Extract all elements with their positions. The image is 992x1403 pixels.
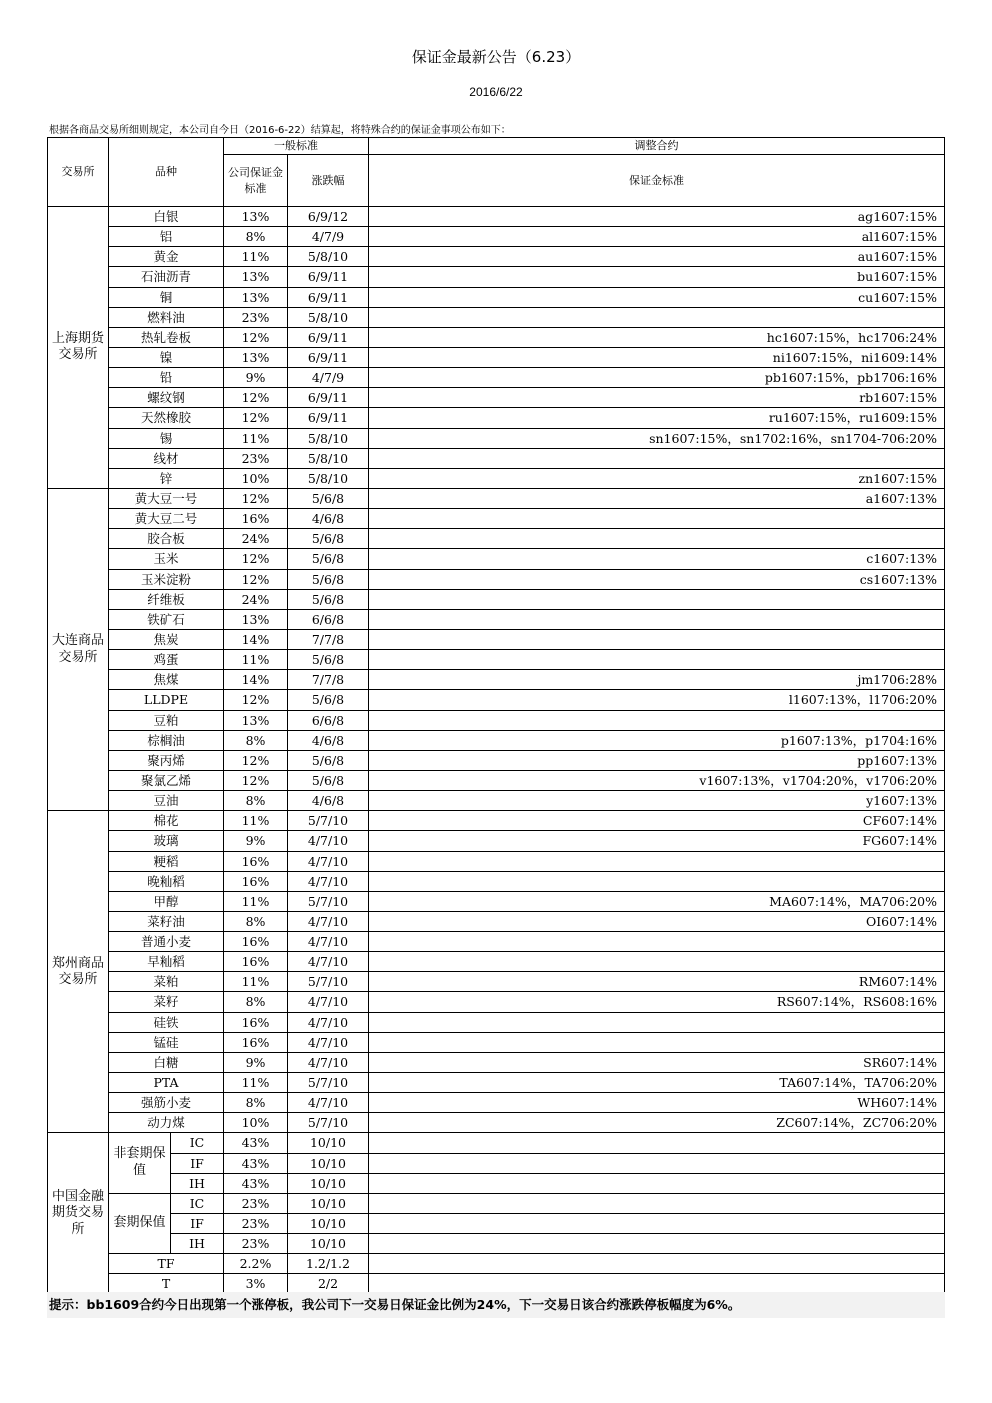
table-row	[48, 831, 945, 851]
limit-cell: 4/7/10	[288, 992, 369, 1012]
variety-cell: LLDPE	[109, 690, 224, 710]
variety-cell: 锰硅	[109, 1032, 224, 1052]
limit-cell: 5/6/8	[288, 569, 369, 589]
margin-cell: 12%	[224, 569, 288, 589]
table-row	[48, 811, 945, 831]
limit-cell: 6/9/11	[288, 408, 369, 428]
adjust-cell	[369, 509, 945, 529]
adjust-cell: al1607:15%	[369, 227, 945, 247]
adjust-cell: c1607:13%	[369, 549, 945, 569]
table-row	[48, 791, 945, 811]
margin-cell: 12%	[224, 408, 288, 428]
table-row	[48, 488, 945, 508]
table-row	[48, 1012, 945, 1032]
table-row	[48, 529, 945, 549]
margin-cell: 11%	[224, 247, 288, 267]
adjust-cell: TA607:14%，TA706:20%	[369, 1073, 945, 1093]
exchange-name: 上海期货交易所	[48, 207, 109, 489]
variety-cell: 早籼稻	[109, 952, 224, 972]
variety-cell: 棉花	[109, 811, 224, 831]
adjust-cell	[369, 1012, 945, 1032]
variety-cell: 菜籽油	[109, 911, 224, 931]
variety-cell: 棕榈油	[109, 730, 224, 750]
table-row	[48, 1073, 945, 1093]
margin-cell: 23%	[224, 1214, 288, 1234]
variety-cell: 白糖	[109, 1052, 224, 1072]
table-row	[48, 710, 945, 730]
adjust-cell	[369, 1133, 945, 1153]
adjust-cell: ag1607:15%	[369, 207, 945, 227]
table-row	[48, 428, 945, 448]
table-row	[48, 1153, 945, 1173]
variety-cell: IH	[171, 1173, 224, 1193]
margin-cell: 12%	[224, 327, 288, 347]
table-row	[48, 307, 945, 327]
limit-cell: 5/6/8	[288, 650, 369, 670]
table-row	[48, 1032, 945, 1052]
adjust-cell: WH607:14%	[369, 1093, 945, 1113]
exchange-name: 中国金融期货交易所	[48, 1133, 109, 1294]
adjust-cell	[369, 1254, 945, 1274]
variety-cell: 硅铁	[109, 1012, 224, 1032]
limit-cell: 5/8/10	[288, 307, 369, 327]
adjust-cell	[369, 1234, 945, 1254]
margin-cell: 9%	[224, 831, 288, 851]
variety-cell: PTA	[109, 1073, 224, 1093]
limit-cell: 5/6/8	[288, 488, 369, 508]
table-row	[48, 1214, 945, 1234]
margin-cell: 11%	[224, 891, 288, 911]
limit-cell: 4/7/10	[288, 932, 369, 952]
variety-cell: 镍	[109, 347, 224, 367]
variety-cell: 燃料油	[109, 307, 224, 327]
margin-cell: 12%	[224, 690, 288, 710]
table-row	[48, 992, 945, 1012]
limit-cell: 5/7/10	[288, 1113, 369, 1133]
margin-cell: 13%	[224, 609, 288, 629]
hedge-type-cell: 非套期保值	[109, 1133, 171, 1193]
limit-cell: 5/8/10	[288, 247, 369, 267]
header-variety: 品种	[109, 138, 224, 207]
limit-cell: 4/6/8	[288, 730, 369, 750]
limit-cell: 5/6/8	[288, 690, 369, 710]
table-row	[48, 1254, 945, 1274]
margin-cell: 16%	[224, 871, 288, 891]
header-limit: 涨跌幅	[288, 155, 369, 207]
margin-cell: 23%	[224, 448, 288, 468]
variety-cell: 白银	[109, 207, 224, 227]
variety-cell: 鸡蛋	[109, 650, 224, 670]
adjust-cell	[369, 871, 945, 891]
table-row	[48, 368, 945, 388]
table-row	[48, 730, 945, 750]
table-row	[48, 287, 945, 307]
variety-cell: 普通小麦	[109, 932, 224, 952]
adjust-cell: ni1607:15%，ni1609:14%	[369, 347, 945, 367]
table-row	[48, 347, 945, 367]
limit-cell: 6/9/11	[288, 287, 369, 307]
variety-cell: T	[109, 1274, 224, 1294]
margin-cell: 12%	[224, 750, 288, 770]
adjust-cell	[369, 952, 945, 972]
margin-cell: 13%	[224, 267, 288, 287]
margin-cell: 13%	[224, 287, 288, 307]
margin-cell: 11%	[224, 650, 288, 670]
adjust-cell: SR607:14%	[369, 1052, 945, 1072]
variety-cell: 聚氯乙烯	[109, 770, 224, 790]
adjust-cell	[369, 851, 945, 871]
limit-cell: 10/10	[288, 1193, 369, 1213]
limit-cell: 6/9/12	[288, 207, 369, 227]
variety-cell: 铁矿石	[109, 609, 224, 629]
adjust-cell	[369, 710, 945, 730]
margin-cell: 24%	[224, 589, 288, 609]
limit-cell: 4/6/8	[288, 509, 369, 529]
variety-cell: 黄金	[109, 247, 224, 267]
publish-date: 2016/6/22	[469, 85, 523, 99]
variety-cell: 动力煤	[109, 1113, 224, 1133]
adjust-cell: CF607:14%	[369, 811, 945, 831]
margin-cell: 14%	[224, 629, 288, 649]
limit-cell: 5/8/10	[288, 428, 369, 448]
adjust-cell: zn1607:15%	[369, 468, 945, 488]
exchange-name: 大连商品交易所	[48, 488, 109, 810]
margin-cell: 11%	[224, 972, 288, 992]
variety-cell: 锌	[109, 468, 224, 488]
adjust-cell: cu1607:15%	[369, 287, 945, 307]
table-row	[48, 267, 945, 287]
adjust-cell: rb1607:15%	[369, 388, 945, 408]
limit-cell: 10/10	[288, 1173, 369, 1193]
adjust-cell: MA607:14%，MA706:20%	[369, 891, 945, 911]
table-row	[48, 549, 945, 569]
variety-cell: 石油沥青	[109, 267, 224, 287]
limit-cell: 5/6/8	[288, 529, 369, 549]
limit-cell: 5/7/10	[288, 1073, 369, 1093]
table-row	[48, 1193, 945, 1213]
adjust-cell: au1607:15%	[369, 247, 945, 267]
variety-cell: 粳稻	[109, 851, 224, 871]
adjust-cell: FG607:14%	[369, 831, 945, 851]
limit-cell: 5/7/10	[288, 891, 369, 911]
margin-cell: 16%	[224, 952, 288, 972]
table-row	[48, 569, 945, 589]
table-row	[48, 227, 945, 247]
limit-cell: 5/6/8	[288, 750, 369, 770]
table-row	[48, 1113, 945, 1133]
intro-text: 根据各商品交易所细则规定，本公司自今日（2016-6-22）结算起，将特殊合约的保证金事项公布如下：	[49, 125, 511, 136]
limit-cell: 5/7/10	[288, 811, 369, 831]
adjust-cell: pb1607:15%，pb1706:16%	[369, 368, 945, 388]
margin-cell: 16%	[224, 1032, 288, 1052]
margin-cell: 12%	[224, 549, 288, 569]
margin-cell: 14%	[224, 670, 288, 690]
limit-cell: 4/7/10	[288, 1052, 369, 1072]
margin-cell: 43%	[224, 1173, 288, 1193]
exchange-name: 郑州商品交易所	[48, 811, 109, 1133]
margin-cell: 8%	[224, 791, 288, 811]
limit-cell: 4/7/10	[288, 1093, 369, 1113]
adjust-cell: l1607:13%，l1706:20%	[369, 690, 945, 710]
adjust-cell: sn1607:15%，sn1702:16%，sn1704-706:20%	[369, 428, 945, 448]
adjust-cell: pp1607:13%	[369, 750, 945, 770]
limit-cell: 4/7/10	[288, 1032, 369, 1052]
margin-cell: 11%	[224, 811, 288, 831]
adjust-cell: ZC607:14%，ZC706:20%	[369, 1113, 945, 1133]
variety-cell: 焦炭	[109, 629, 224, 649]
tip-text: 提示：bb1609合约今日出现第一个涨停板，我公司下一交易日保证金比例为24%，下一交易日该合约涨跌停板幅度为6%。	[47, 1292, 945, 1318]
limit-cell: 6/9/11	[288, 388, 369, 408]
adjust-cell: RM607:14%	[369, 972, 945, 992]
adjust-cell	[369, 589, 945, 609]
variety-cell: 黄大豆一号	[109, 488, 224, 508]
variety-cell: 锡	[109, 428, 224, 448]
variety-cell: IF	[171, 1153, 224, 1173]
adjust-cell	[369, 650, 945, 670]
variety-cell: 焦煤	[109, 670, 224, 690]
table-row	[48, 247, 945, 267]
variety-cell: 菜籽	[109, 992, 224, 1012]
header-general: 一般标准	[224, 138, 369, 155]
limit-cell: 4/7/10	[288, 831, 369, 851]
table-row	[48, 952, 945, 972]
adjust-cell: cs1607:13%	[369, 569, 945, 589]
table-row	[48, 609, 945, 629]
limit-cell: 4/7/10	[288, 1012, 369, 1032]
limit-cell: 7/7/8	[288, 670, 369, 690]
limit-cell: 5/6/8	[288, 549, 369, 569]
table-row	[48, 207, 945, 227]
limit-cell: 1.2/1.2	[288, 1254, 369, 1274]
table-row	[48, 1234, 945, 1254]
variety-cell: 豆油	[109, 791, 224, 811]
margin-cell: 8%	[224, 730, 288, 750]
adjust-cell	[369, 1032, 945, 1052]
adjust-cell: RS607:14%，RS608:16%	[369, 992, 945, 1012]
variety-cell: 玉米	[109, 549, 224, 569]
adjust-cell: hc1607:15%，hc1706:24%	[369, 327, 945, 347]
margin-cell: 8%	[224, 911, 288, 931]
limit-cell: 4/7/9	[288, 368, 369, 388]
limit-cell: 2/2	[288, 1274, 369, 1294]
margin-cell: 10%	[224, 1113, 288, 1133]
limit-cell: 5/6/8	[288, 589, 369, 609]
table-row	[48, 388, 945, 408]
table-row	[48, 1052, 945, 1072]
variety-cell: 铅	[109, 368, 224, 388]
variety-cell: 纤维板	[109, 589, 224, 609]
table-row	[48, 690, 945, 710]
variety-cell: 玻璃	[109, 831, 224, 851]
limit-cell: 4/7/9	[288, 227, 369, 247]
table-row	[48, 650, 945, 670]
margin-cell: 12%	[224, 770, 288, 790]
variety-cell: 黄大豆二号	[109, 509, 224, 529]
limit-cell: 5/6/8	[288, 770, 369, 790]
limit-cell: 10/10	[288, 1133, 369, 1153]
limit-cell: 5/8/10	[288, 468, 369, 488]
variety-cell: TF	[109, 1254, 224, 1274]
table-row	[48, 871, 945, 891]
adjust-cell	[369, 448, 945, 468]
adjust-cell	[369, 932, 945, 952]
margin-cell: 13%	[224, 207, 288, 227]
table-row	[48, 327, 945, 347]
variety-cell: 强筋小麦	[109, 1093, 224, 1113]
margin-cell: 16%	[224, 509, 288, 529]
variety-cell: 胶合板	[109, 529, 224, 549]
table-row	[48, 670, 945, 690]
variety-cell: 热轧卷板	[109, 327, 224, 347]
variety-cell: 聚丙烯	[109, 750, 224, 770]
margin-cell: 12%	[224, 488, 288, 508]
margin-cell: 9%	[224, 1052, 288, 1072]
margin-cell: 11%	[224, 428, 288, 448]
adjust-cell	[369, 1153, 945, 1173]
variety-cell: 甲醇	[109, 891, 224, 911]
adjust-cell	[369, 307, 945, 327]
page-title: 保证金最新公告（6.23）	[411, 48, 581, 66]
variety-cell: 玉米淀粉	[109, 569, 224, 589]
table-row	[48, 891, 945, 911]
adjust-cell	[369, 629, 945, 649]
table-row	[48, 468, 945, 488]
margin-cell: 16%	[224, 932, 288, 952]
adjust-cell: v1607:13%，v1704:20%，v1706:20%	[369, 770, 945, 790]
adjust-cell	[369, 529, 945, 549]
table-row	[48, 448, 945, 468]
header-company-margin: 公司保证金标准	[224, 155, 288, 207]
adjust-cell	[369, 1173, 945, 1193]
adjust-cell	[369, 1193, 945, 1213]
limit-cell: 6/6/8	[288, 710, 369, 730]
limit-cell: 4/7/10	[288, 851, 369, 871]
variety-cell: 天然橡胶	[109, 408, 224, 428]
table-row	[48, 509, 945, 529]
table-row	[48, 1133, 945, 1153]
adjust-cell: ru1607:15%，ru1609:15%	[369, 408, 945, 428]
margin-table	[47, 137, 945, 1295]
margin-cell: 23%	[224, 307, 288, 327]
margin-cell: 13%	[224, 347, 288, 367]
header-exchange: 交易所	[48, 138, 109, 207]
limit-cell: 10/10	[288, 1234, 369, 1254]
variety-cell: IF	[171, 1214, 224, 1234]
margin-cell: 10%	[224, 468, 288, 488]
adjust-cell: bu1607:15%	[369, 267, 945, 287]
margin-cell: 23%	[224, 1234, 288, 1254]
variety-cell: 铝	[109, 227, 224, 247]
variety-cell: IH	[171, 1234, 224, 1254]
adjust-cell: p1607:13%，p1704:16%	[369, 730, 945, 750]
variety-cell: IC	[171, 1193, 224, 1213]
margin-cell: 16%	[224, 1012, 288, 1032]
adjust-cell	[369, 1214, 945, 1234]
table-row	[48, 972, 945, 992]
table-row	[48, 589, 945, 609]
variety-cell: 豆粕	[109, 710, 224, 730]
table-row	[48, 1093, 945, 1113]
limit-cell: 6/9/11	[288, 267, 369, 287]
table-row	[48, 1173, 945, 1193]
limit-cell: 5/8/10	[288, 448, 369, 468]
margin-cell: 12%	[224, 388, 288, 408]
table-row	[48, 408, 945, 428]
table-row	[48, 932, 945, 952]
adjust-cell	[369, 609, 945, 629]
margin-cell: 8%	[224, 227, 288, 247]
table-row	[48, 750, 945, 770]
header-adjust: 调整合约	[369, 138, 945, 155]
limit-cell: 6/6/8	[288, 609, 369, 629]
adjust-cell: y1607:13%	[369, 791, 945, 811]
header-margin-standard: 保证金标准	[369, 155, 945, 207]
adjust-cell: jm1706:28%	[369, 670, 945, 690]
table-row	[48, 851, 945, 871]
variety-cell: 线材	[109, 448, 224, 468]
limit-cell: 10/10	[288, 1153, 369, 1173]
variety-cell: 晚籼稻	[109, 871, 224, 891]
margin-cell: 43%	[224, 1133, 288, 1153]
adjust-cell: a1607:13%	[369, 488, 945, 508]
margin-cell: 3%	[224, 1274, 288, 1294]
limit-cell: 5/7/10	[288, 972, 369, 992]
table-row	[48, 629, 945, 649]
variety-cell: 螺纹钢	[109, 388, 224, 408]
limit-cell: 4/6/8	[288, 791, 369, 811]
margin-cell: 24%	[224, 529, 288, 549]
margin-cell: 43%	[224, 1153, 288, 1173]
hedge-type-cell: 套期保值	[109, 1193, 171, 1253]
limit-cell: 6/9/11	[288, 347, 369, 367]
table-row	[48, 911, 945, 931]
limit-cell: 4/7/10	[288, 952, 369, 972]
margin-cell: 9%	[224, 368, 288, 388]
margin-cell: 23%	[224, 1193, 288, 1213]
margin-cell: 8%	[224, 1093, 288, 1113]
margin-cell: 2.2%	[224, 1254, 288, 1274]
limit-cell: 7/7/8	[288, 629, 369, 649]
adjust-cell: OI607:14%	[369, 911, 945, 931]
limit-cell: 4/7/10	[288, 911, 369, 931]
limit-cell: 10/10	[288, 1214, 369, 1234]
variety-cell: IC	[171, 1133, 224, 1153]
margin-cell: 8%	[224, 992, 288, 1012]
margin-cell: 16%	[224, 851, 288, 871]
limit-cell: 6/9/11	[288, 327, 369, 347]
margin-cell: 13%	[224, 710, 288, 730]
margin-cell: 11%	[224, 1073, 288, 1093]
variety-cell: 菜粕	[109, 972, 224, 992]
table-row	[48, 770, 945, 790]
limit-cell: 4/7/10	[288, 871, 369, 891]
variety-cell: 铜	[109, 287, 224, 307]
